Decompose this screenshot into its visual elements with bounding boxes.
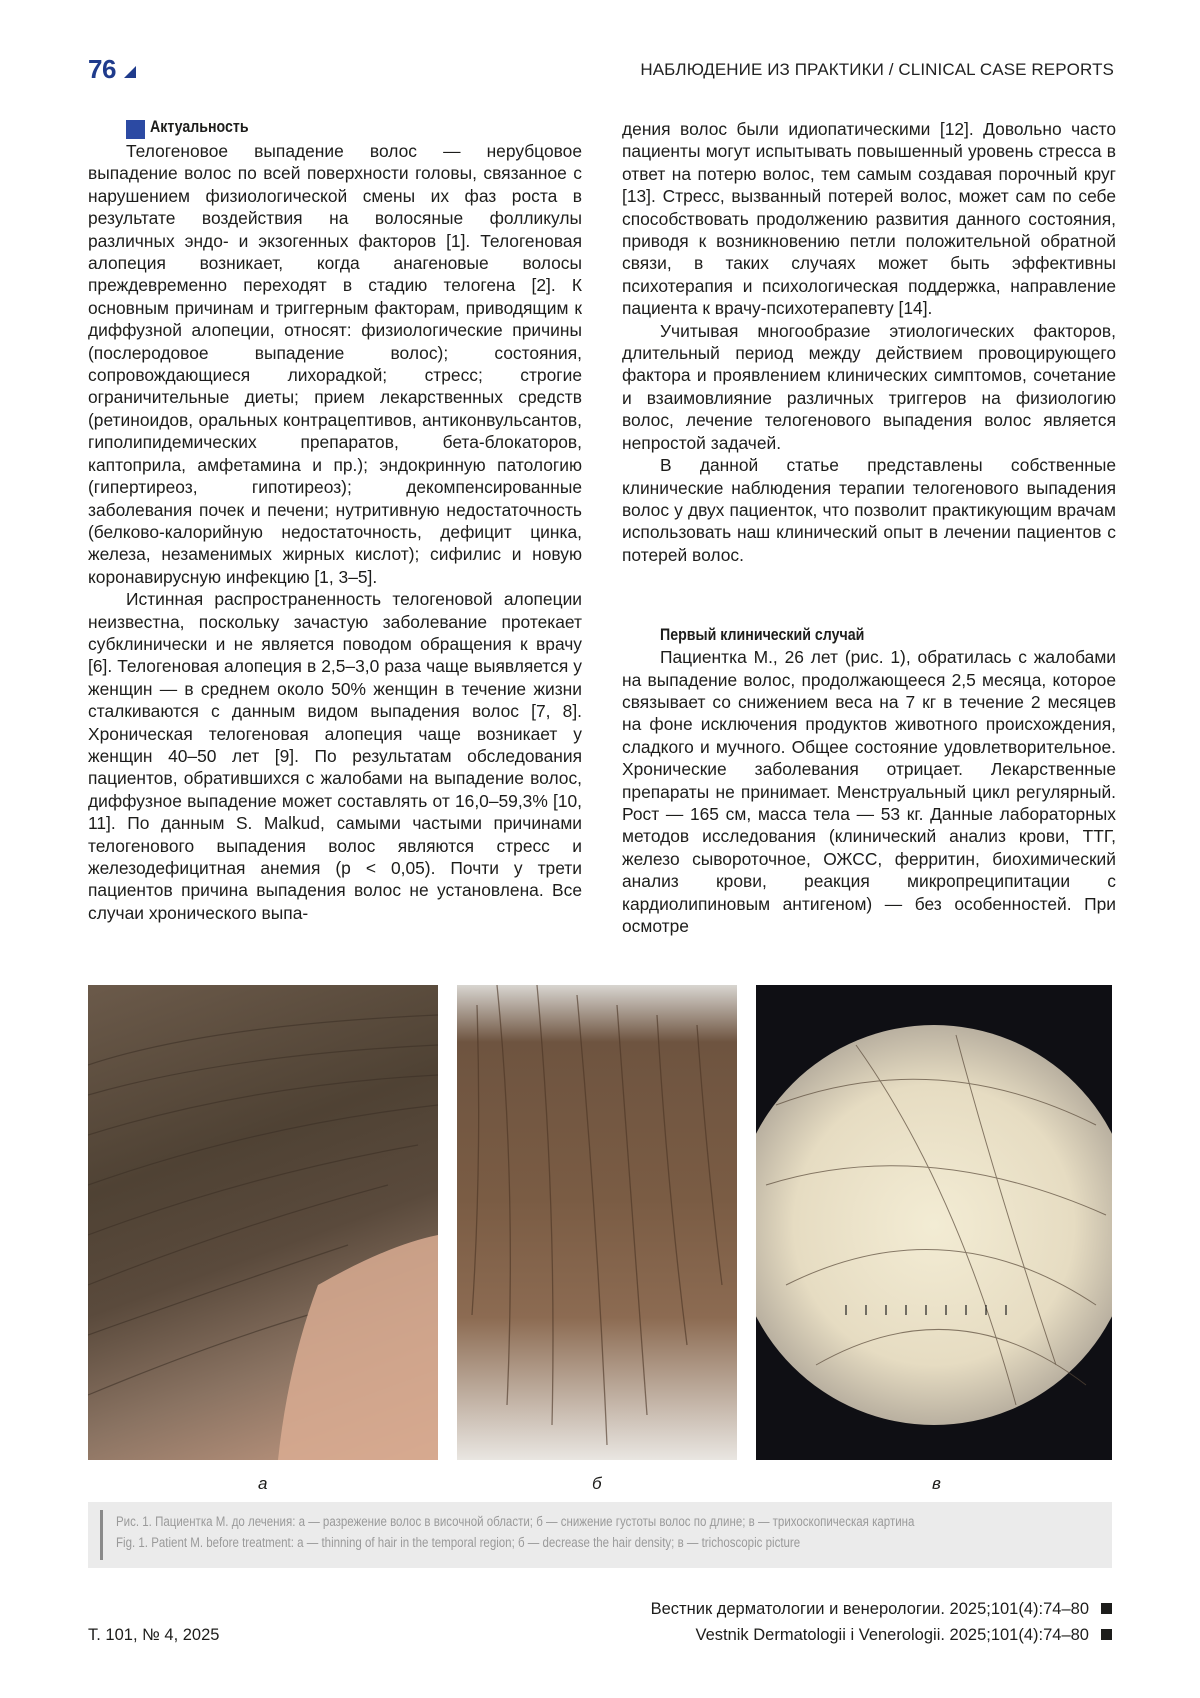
section-title: НАБЛЮДЕНИЕ ИЗ ПРАКТИКИ / CLINICAL CASE REPORTS (640, 60, 1114, 79)
photo-trichoscopy (756, 985, 1112, 1460)
heading-relevance: Актуальность (150, 118, 249, 136)
photo-hair-length (457, 985, 737, 1460)
footer-journal-ru (651, 1600, 1112, 1619)
paragraph: Телогеновое выпадение волос — нерубцовое выпадение волос по всей поверхности головы, связанное с нарушением физиологической смены их фаз роста в результате воздействия на волосяные фолликулы различных эндо- и экзогенных факторов [1]. Телогеновая алопеция возникает, когда анагеновые волосы преждевременно переходят в стадию телогена [2]. К основным причинам и триггерным факторам, приводящим к диффузной алопеции, относят: физиологические причины (послеродовое выпадение волос); состояния, сопровождающиеся лихорадкой; стресс; строгие ограничительные диеты; прием лекарственных средств (ретиноидов, оральных контрацептивов, антиконвульсантов, гиполипидемических препаратов, бета-блокаторов, каптоприла, амфетамина и пр.); эндокринную патологию (гипертиреоз, гипотиреоз); декомпенсированные заболевания почек и печени; нутритивную недостаточность (белково-калорийную недостаточность, дефицит цинка, железа, незаменимых жирных кислот); сифилис и новую коронавирусную инфекцию [1, 3–5]. (88, 141, 582, 587)
page-number: 76 (88, 54, 116, 84)
heading-square-icon (126, 120, 145, 139)
footer-journal-en (695, 1626, 1112, 1645)
figure-label-c: в (932, 1474, 941, 1493)
paragraph: Пациентка М., 26 лет (рис. 1), обратилась с жалобами на выпадение волос, продолжающееся 2,5 месяца, которое связывает со снижением веса на 7 кг в течение 2 месяцев на фоне исключения продуктов животного происхождения, сладкого и мучного. Общее состояние удовлетворительное. Хронические заболевания отрицает. Лекарственные препараты не принимает. Менструальный цикл регулярный. Рост — 165 см, масса тела — 53 кг. Данные лабораторных методов исследования (клинический анализ крови, ТТГ, железо сывороточное, ОЖСС, ферритин, биохимический анализ крови, реакция микропреципитации с кардиолипиновым антигеном) — без особенностей. При осмотре (622, 647, 1116, 936)
hair-strands-graphic (457, 985, 737, 1460)
hair-strands-graphic (88, 985, 438, 1460)
heading-first-case: Первый клинический случай (660, 626, 865, 645)
paragraph: Истинная распространенность телогеновой алопеции неизвестна, поскольку зачастую заболевание протекает субклинически и не является поводом обращения к врачу [6]. Телогеновая алопеция в 2,5–3,0 раза чаще выявляется у женщин — в среднем около 50% женщин в течение жизни сталкиваются с данным видом выпадения волос [7, 8]. Хроническая телогеновая алопеция чаще возникает у женщин 40–50 лет [9]. По результатам обследования пациентов, обратившихся с жалобами на выпадение волос, диффузное выпадение может составлять от 16,0–59,3% [10, 11]. По данным S. Malkud, самыми частыми причинами телогенового выпадения волос являются стресс и железодефицитная анемия (p < 0,05). Почти у трети пациентов причина выпадения волос не установлена. Все случаи хронического выпа- (88, 589, 582, 923)
photo-temporal-region (88, 985, 438, 1460)
caption-ru: Рис. 1. Пациентка М. до лечения: а — разрежение волос в височной области; б — снижение густоты волос по длине; в — трихоскопическая картина (116, 1514, 915, 1529)
trichoscopy-graphic (756, 985, 1112, 1460)
figure-label-b: б (592, 1474, 602, 1493)
paragraph: В данной статье представлены собственные клинические наблюдения терапии телогенового выпадения волос у двух пациенток, что позволит практикующим врачам использовать наш клинический опыт в лечении пациентов с потерей волос. (622, 455, 1116, 565)
page-marker-icon (124, 66, 136, 78)
right-column (622, 118, 1116, 937)
caption-bar (100, 1510, 103, 1560)
journal-en-text: Vestnik Dermatologii i Venerologii. 2025;101(4):74–80 (695, 1626, 1089, 1644)
journal-ru-text: Вестник дерматологии и венерологии. 2025;101(4):74–80 (650, 1600, 1089, 1618)
paragraph: дения волос были идиопатическими [12]. Довольно часто пациенты могут испытывать повышенный уровень стресса в ответ на потерю волос, тем самым создавая порочный круг [13]. Стресс, вызванный потерей волос, может сам по себе способствовать продолжению развития данного состояния, приводя к возникновению петли положительной обратной связи, в таких случаях может быть эффективны психотерапия и психологическая поддержка, направление пациента к врачу-психотерапевту [14]. (622, 119, 1116, 319)
figure-label-a: а (258, 1474, 268, 1493)
caption-en: Fig. 1. Patient M. before treatment: a — thinning of hair in the temporal region; б — decrease the hair density; в — trichoscopic picture (116, 1535, 801, 1550)
footer-square-icon (1101, 1629, 1112, 1640)
footer-volume: Т. 101, № 4, 2025 (88, 1626, 220, 1644)
footer-square-icon (1101, 1603, 1112, 1614)
left-column (88, 140, 582, 924)
paragraph: Учитывая многообразие этиологических факторов, длительный период между действием провоцирующего фактора и проявлением клинических симптомов, сочетание и взаимовлияние различных триггеров на физиологию волос, лечение телогенового выпадения волос является непростой задачей. (622, 320, 1116, 453)
